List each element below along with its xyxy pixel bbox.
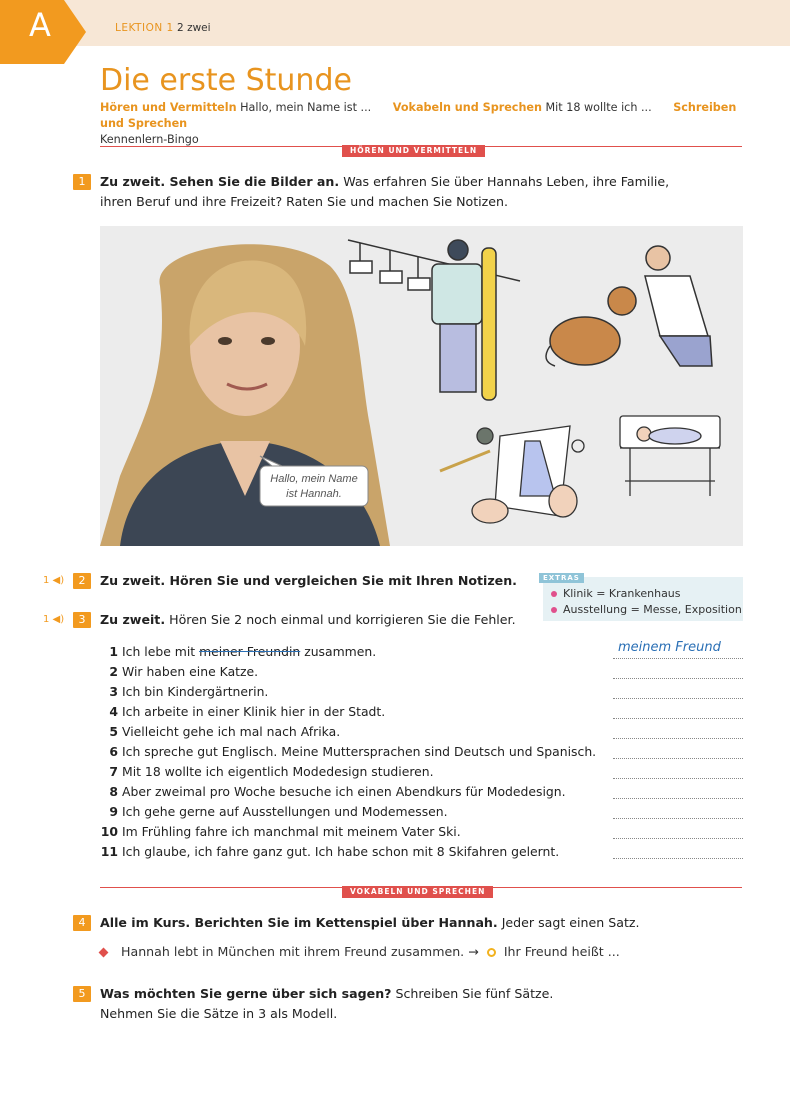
task-5-text bbox=[100, 984, 740, 1024]
audio-track-icon[interactable]: 1 ◀) bbox=[43, 575, 65, 586]
list-item bbox=[100, 822, 620, 842]
example-line bbox=[100, 944, 620, 959]
item-text: Ich gehe gerne auf Ausstellungen und Modemessen. bbox=[122, 804, 448, 819]
extras-line bbox=[551, 587, 681, 600]
list-item bbox=[100, 842, 620, 862]
task-number: 4 bbox=[73, 915, 91, 931]
list-item bbox=[100, 802, 620, 822]
task-5-instruction: Was möchten Sie gerne über sich sagen? bbox=[100, 986, 392, 1001]
item-text: Mit 18 wollte ich eigentlich Modedesign studieren. bbox=[122, 764, 434, 779]
extras-text: Ausstellung = Messe, Exposition bbox=[563, 603, 742, 616]
task-number: 1 bbox=[73, 174, 91, 190]
answer-line[interactable] bbox=[613, 857, 743, 859]
task-number: 5 bbox=[73, 986, 91, 1002]
item-number: 1 bbox=[109, 644, 118, 659]
list-item bbox=[100, 762, 620, 782]
item-number: 10 bbox=[100, 824, 118, 839]
hannah-illustrations bbox=[100, 226, 743, 546]
task-2-instruction: Zu zweit. Hören Sie und vergleichen Sie mit Ihren Notizen. bbox=[100, 573, 517, 588]
example-text-b: Ihr Freund heißt ... bbox=[503, 944, 620, 959]
list-item bbox=[100, 682, 620, 702]
overview-label: Schreiben und Sprechen bbox=[100, 101, 737, 130]
item-number: 9 bbox=[109, 804, 118, 819]
list-item bbox=[100, 662, 620, 682]
list-item bbox=[100, 702, 620, 722]
task-1-line2: ihren Beruf und ihre Freizeit? Raten Sie und machen Sie Notizen. bbox=[100, 194, 508, 209]
extras-text: Klinik = Krankenhaus bbox=[563, 587, 681, 600]
item-strike: meiner Freundin bbox=[199, 644, 301, 659]
section-label-hoeren: HÖREN UND VERMITTELN bbox=[342, 145, 485, 157]
item-number: 4 bbox=[109, 704, 118, 719]
task-3-instruction: Zu zweit. bbox=[100, 612, 166, 627]
sewing-drawing bbox=[440, 426, 584, 523]
overview-label: Vokabeln und Sprechen bbox=[392, 101, 542, 114]
illustration-panel bbox=[100, 226, 743, 546]
task-1-text bbox=[100, 172, 740, 212]
answer-line[interactable] bbox=[613, 697, 743, 699]
task-5-detail: Schreiben Sie fünf Sätze. bbox=[395, 986, 554, 1001]
item-text: Ich spreche gut Englisch. Meine Muttersprachen sind Deutsch und Spanisch. bbox=[122, 744, 597, 759]
task-4-instruction: Alle im Kurs. Berichten Sie im Kettenspiel über Hannah. bbox=[100, 915, 498, 930]
page-number: 2 bbox=[177, 22, 184, 34]
task-5-line2: Nehmen Sie die Sätze in 3 als Modell. bbox=[100, 1006, 338, 1021]
list-item bbox=[100, 742, 620, 762]
answer-text: meinem Freund bbox=[618, 640, 721, 655]
speech-bubble-line2: ist Hannah. bbox=[286, 488, 342, 500]
list-item bbox=[100, 722, 620, 742]
task-3-detail: Hören Sie 2 noch einmal und korrigieren Sie die Fehler. bbox=[169, 612, 516, 627]
task-4-detail: Jeder sagt einen Satz. bbox=[501, 915, 640, 930]
page-title: Die erste Stunde bbox=[100, 63, 352, 98]
audio-track-icon[interactable]: 1 ◀) bbox=[43, 614, 65, 625]
answer-line[interactable] bbox=[613, 657, 743, 659]
item-number: 6 bbox=[109, 744, 118, 759]
item-text: zusammen. bbox=[300, 644, 377, 659]
ring-icon bbox=[487, 948, 496, 957]
lesson-label: LEKTION 1 bbox=[115, 22, 174, 34]
arrow-icon: → bbox=[468, 944, 479, 959]
lesson-tab-letter: A bbox=[29, 6, 51, 44]
answer-line[interactable] bbox=[613, 817, 743, 819]
diamond-icon bbox=[99, 948, 109, 958]
answer-line[interactable] bbox=[613, 777, 743, 779]
audio-track-number: 1 bbox=[43, 575, 50, 586]
skier-drawing bbox=[348, 240, 520, 400]
answer-line[interactable] bbox=[613, 757, 743, 759]
answer-line[interactable] bbox=[613, 677, 743, 679]
section-label-vokabeln: VOKABELN UND SPRECHEN bbox=[342, 886, 493, 898]
item-number: 8 bbox=[109, 784, 118, 799]
item-text: Vielleicht gehe ich mal nach Afrika. bbox=[122, 724, 341, 739]
baby-crib-drawing bbox=[620, 416, 720, 496]
item-text: Im Frühling fahre ich manchmal mit meinem Vater Ski. bbox=[122, 824, 461, 839]
item-number: 3 bbox=[109, 684, 118, 699]
item-text: Ich bin Kindergärtnerin. bbox=[122, 684, 269, 699]
answer-line[interactable] bbox=[613, 797, 743, 799]
list-item bbox=[100, 642, 620, 662]
item-number: 5 bbox=[109, 724, 118, 739]
item-number: 7 bbox=[109, 764, 118, 779]
task-1-instruction: Zu zweit. Sehen Sie die Bilder an. bbox=[100, 174, 340, 189]
overview-text: Hallo, mein Name ist ... bbox=[240, 101, 372, 114]
audio-track-number: 1 bbox=[43, 614, 50, 625]
list-item bbox=[100, 782, 620, 802]
example-text-a: Hannah lebt in München mit ihrem Freund zusammen. bbox=[121, 944, 465, 959]
item-text: Ich glaube, ich fahre ganz gut. Ich habe schon mit 8 Skifahren gelernt. bbox=[122, 844, 560, 859]
item-text: Aber zweimal pro Woche besuche ich einen Abendkurs für Modedesign. bbox=[122, 784, 566, 799]
page-word: zwei bbox=[187, 22, 211, 34]
task-4-text bbox=[100, 913, 740, 933]
overview-text: Kennenlern-Bingo bbox=[100, 133, 199, 146]
item-number: 11 bbox=[100, 844, 118, 859]
lesson-header bbox=[115, 22, 211, 34]
extras-tag: EXTRAS bbox=[539, 573, 584, 583]
item-text: Ich arbeite in einer Klinik hier in der Stadt. bbox=[122, 704, 386, 719]
lesson-overview bbox=[100, 100, 760, 148]
answer-line[interactable] bbox=[613, 737, 743, 739]
overview-label: Hören und Vermitteln bbox=[100, 101, 237, 114]
item-number: 2 bbox=[109, 664, 118, 679]
item-text: Wir haben eine Katze. bbox=[122, 664, 259, 679]
sentence-list bbox=[100, 642, 620, 862]
task-number: 2 bbox=[73, 573, 91, 589]
answer-line[interactable] bbox=[613, 837, 743, 839]
task-number: 3 bbox=[73, 612, 91, 628]
overview-text: Mit 18 wollte ich ... bbox=[545, 101, 652, 114]
task-1-line1: Was erfahren Sie über Hannahs Leben, ihre Familie, bbox=[343, 174, 670, 189]
task-3-text bbox=[100, 610, 740, 630]
speech-bubble-line1: Hallo, mein Name bbox=[270, 473, 358, 485]
dog-drawing bbox=[546, 246, 712, 366]
item-text: Ich lebe mit bbox=[122, 644, 200, 659]
answer-line[interactable] bbox=[613, 717, 743, 719]
